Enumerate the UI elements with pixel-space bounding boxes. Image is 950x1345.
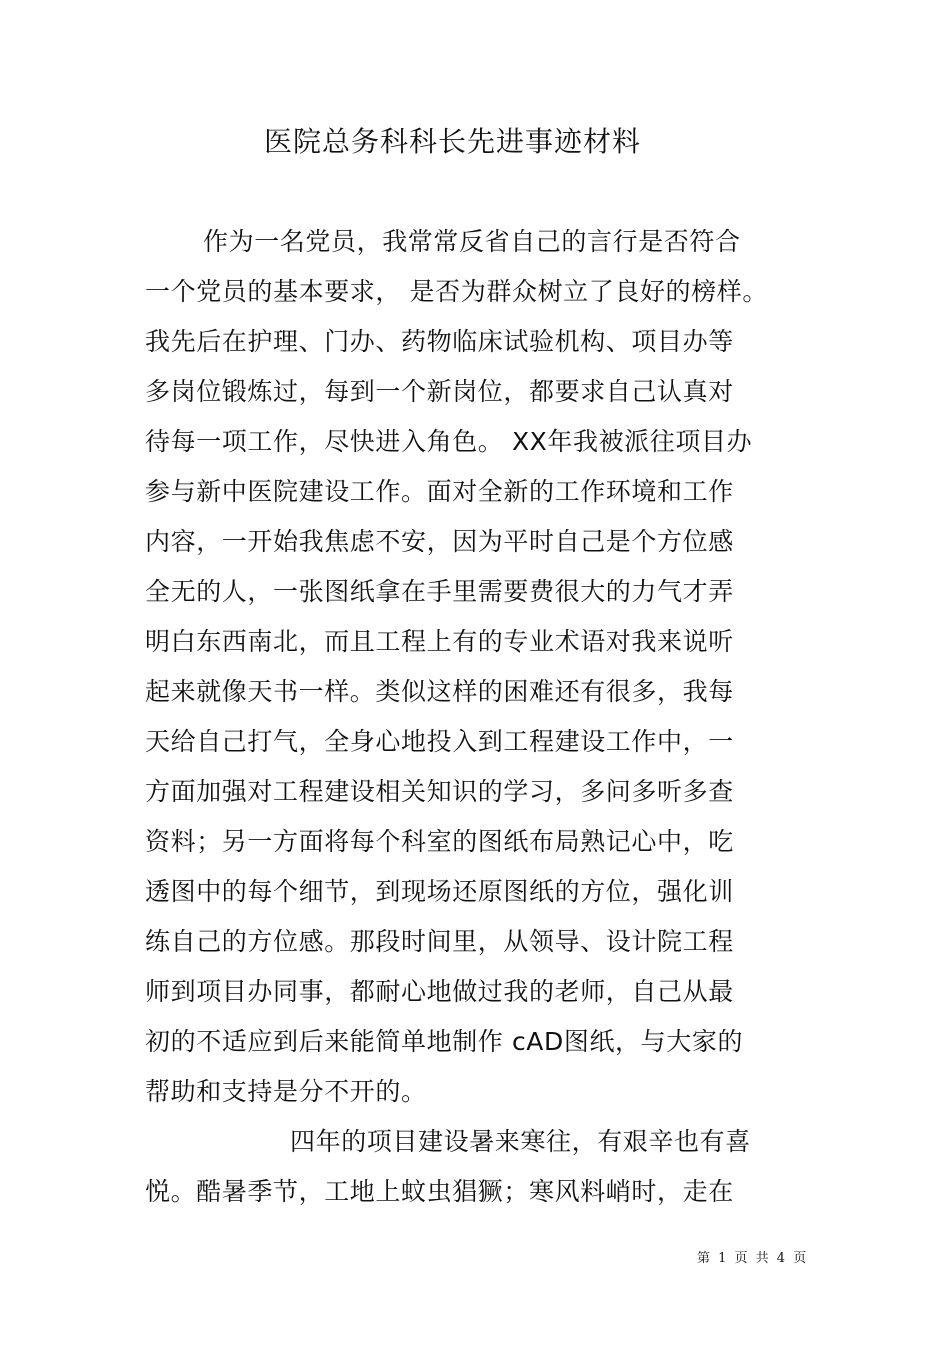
body-line: 作为一名党员，我常常反省自己的言行是否符合 (203, 227, 741, 256)
body-line: 四年的项目建设暑来寒往，有艰辛也有喜 (290, 1127, 751, 1156)
body-line: 参与新中医院建设工作。面对全新的工作环境和工作 (145, 477, 734, 506)
body-line: 练自己的方位感。那段时间里，从领导、设计院工程 (145, 927, 734, 956)
body-line: 我先后在护理、门办、药物临床试验机构、项目办等 (145, 327, 734, 356)
document-title: 医院总务科科长先进事迹材料 (263, 125, 641, 158)
body-line: 起来就像天书一样。类似这样的困难还有很多，我每 (145, 677, 734, 706)
body-line: 明白东西南北，而且工程上有的专业术语对我来说听 (145, 627, 734, 656)
body-line: 全无的人，一张图纸拿在手里需要费很大的力气才弄 (145, 577, 734, 606)
body-line: 多岗位锻炼过，每到一个新岗位，都要求自己认真对 (145, 377, 734, 406)
body-line: 一个党员的基本要求， 是否为群众树立了良好的榜样。 (145, 277, 768, 306)
body-line: 悦。酷暑季节，工地上蚊虫猖獗；寒风料峭时，走在 (145, 1177, 734, 1206)
page-footer: 第 1 页 共 4 页 (697, 1251, 807, 1266)
body-line: 师到项目办同事，都耐心地做过我的老师，自己从最 (145, 977, 734, 1006)
body-line: 帮助和支持是分不开的。 (145, 1077, 427, 1106)
body-line: 资料；另一方面将每个科室的图纸布局熟记心中，吃 (145, 827, 734, 856)
body-line: 透图中的每个细节，到现场还原图纸的方位，强化训 (145, 877, 734, 906)
body-line: 初的不适应到后来能简单地制作 cAD图纸，与大家的 (145, 1027, 744, 1056)
body-line: 内容，一开始我焦虑不安，因为平时自己是个方位感 (145, 527, 734, 556)
body-line: 待每一项工作，尽快进入角色。 XX年我被派往项目办 (145, 427, 753, 456)
body-line: 天给自己打气，全身心地投入到工程建设工作中，一 (145, 727, 734, 756)
body-line: 方面加强对工程建设相关知识的学习，多问多听多查 (145, 777, 734, 806)
